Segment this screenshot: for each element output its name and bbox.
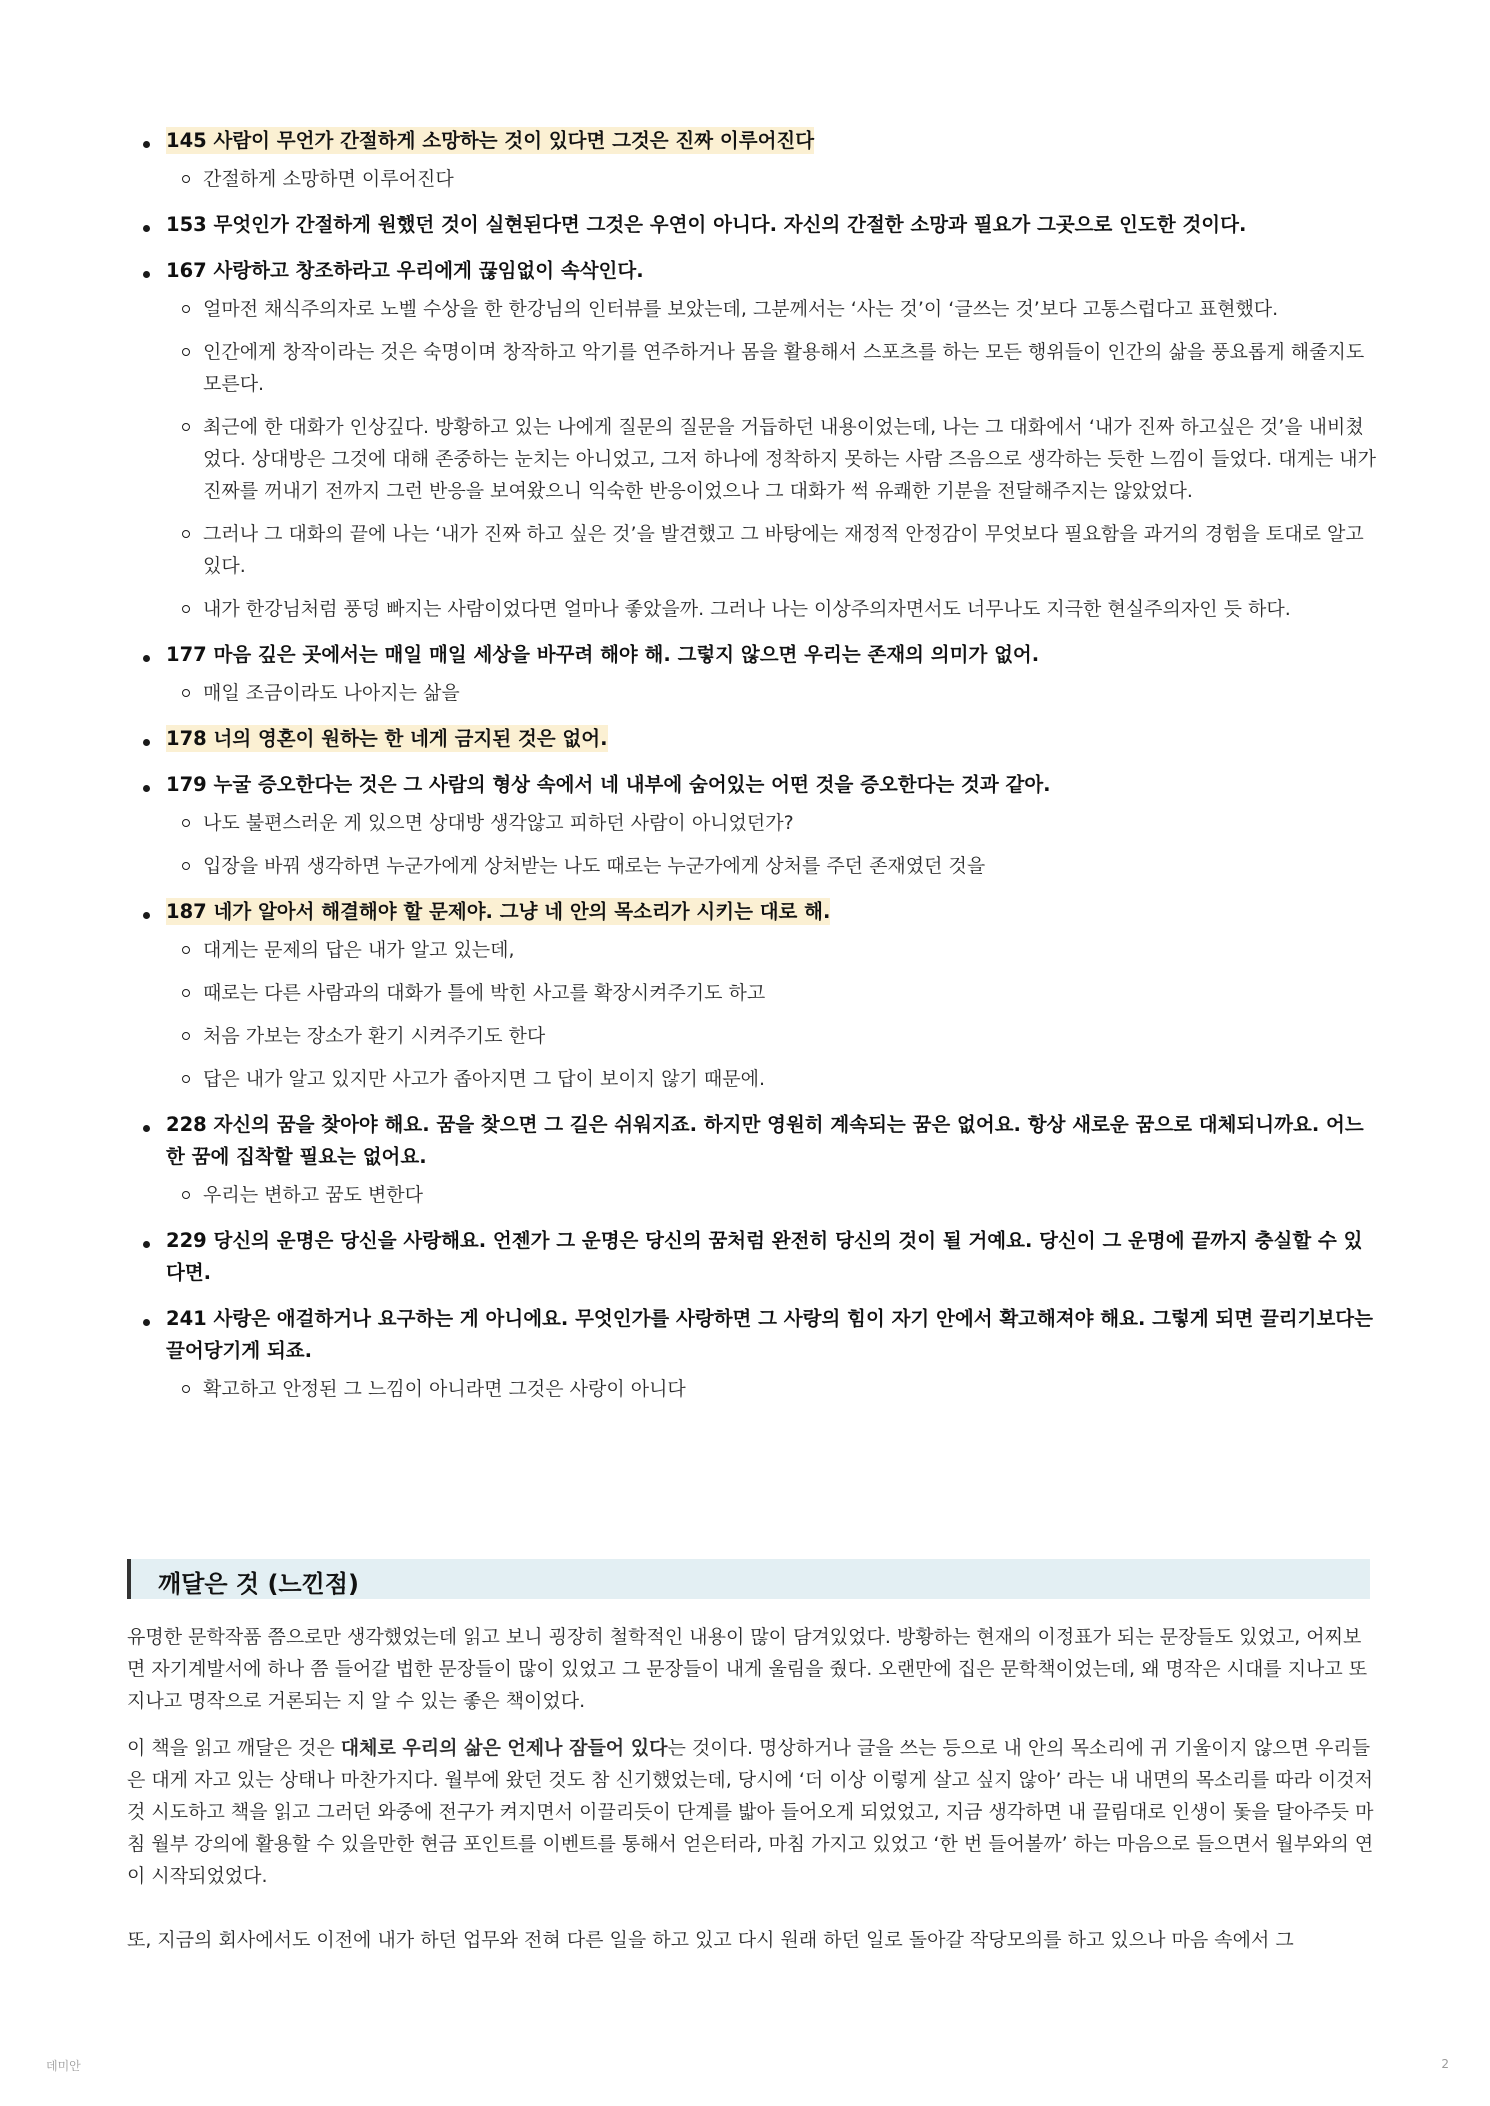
note-text: 얼마전 채식주의자로 노벨 수상을 한 한강님의 인터뷰를 보았는데, 그분께서는 ‘사는 것’이 ‘글쓰는 것’보다 고통스럽다고 표현했다. xyxy=(203,298,1279,320)
note-text: 확고하고 안정된 그 느낌이 아니라면 그것은 사랑이 아니다 xyxy=(203,1378,686,1400)
para2-emphasis: 대체로 우리의 삶은 언제나 잠들어 있다 xyxy=(340,1737,668,1759)
bullet-icon xyxy=(143,271,150,278)
circle-bullet-icon xyxy=(182,1075,190,1083)
note-item xyxy=(203,411,1376,507)
note-item xyxy=(203,977,1376,1009)
note-item xyxy=(203,850,1376,882)
note-text: 나도 불편스러운 게 있으면 상대방 생각않고 피하던 사람이 아니었던가? xyxy=(203,812,794,834)
circle-bullet-icon xyxy=(182,530,190,538)
quote-text xyxy=(166,896,1376,928)
quote-item xyxy=(166,1225,1376,1289)
quote-item xyxy=(166,896,1376,1095)
note-item xyxy=(203,336,1376,400)
note-item xyxy=(203,1373,1376,1405)
bullet-icon xyxy=(143,1241,150,1248)
circle-bullet-icon xyxy=(182,862,190,870)
note-list xyxy=(166,163,1376,195)
quote-text xyxy=(166,209,1376,241)
bullet-icon xyxy=(143,739,150,746)
note-item xyxy=(203,293,1376,325)
quote-text xyxy=(166,125,1376,157)
note-text: 최근에 한 대화가 인상깊다. 방황하고 있는 나에게 질문의 질문을 거듭하던 내용이었는데, 나는 그 대화에서 ‘내가 진짜 하고싶은 것’을 내비쳤었다. 상대방은 그것에 대해 존중하는 눈치는 아니었고, 그저 하나에 정착하지 못하는 사람 즈음으로 생각하는 듯한 느낌이 들었다. 대게는 내가 진짜를 꺼내기 전까지 그런 반응을 보여왔으니 익숙한 반응이었으나 그 대화가 썩 유쾌한 기분을 전달해주지는 않았었다. xyxy=(203,416,1377,502)
note-list xyxy=(166,1179,1376,1211)
note-list xyxy=(166,807,1376,882)
bullet-icon xyxy=(143,1319,150,1326)
note-item xyxy=(203,593,1376,625)
quote-label: 179 누굴 증오한다는 것은 그 사람의 형상 속에서 네 내부에 숨어있는 어떤 것을 증오한다는 것과 같아. xyxy=(166,773,1051,796)
note-item xyxy=(203,807,1376,839)
quote-text xyxy=(166,1225,1376,1289)
note-list xyxy=(166,934,1376,1095)
quote-item xyxy=(166,1303,1376,1405)
note-text: 처음 가보는 장소가 환기 시켜주기도 한다 xyxy=(203,1025,546,1047)
note-item xyxy=(203,1063,1376,1095)
reflection-paragraph-2 xyxy=(127,1732,1375,1892)
para2-rest: 는 것이다. 명상하거나 글을 쓰는 등으로 내 안의 목소리에 귀 기울이지 않으면 우리들은 대게 자고 있는 상태나 마찬가지다. 월부에 왔던 것도 참 신기했었는데, 당시에 ‘더 이상 이렇게 살고 싶지 않아’ 라는 내 내면의 목소리를 따라 이것저것 시도하고 책을 읽고 그러던 와중에 전구가 켜지면서 이끌리듯이 단계를 밟아 들어오게 되었었고, 지금 생각하면 내 끌림대로 인생이 돛을 달아주듯 마침 월부 강의에 활용할 수 있을만한 현금 포인트를 이벤트를 통해서 얻은터라, 마침 가지고 있었고 ‘한 번 들어볼까’ 하는 마음으로 들으면서 월부와의 연이 시작되었었다. xyxy=(127,1737,1374,1887)
reflection-paragraph-3: 또, 지금의 회사에서도 이전에 내가 하던 업무와 전혀 다른 일을 하고 있고 다시 원래 하던 일로 돌아갈 작당모의를 하고 있으나 마음 속에서 그 xyxy=(127,1929,1294,1951)
circle-bullet-icon xyxy=(182,946,190,954)
circle-bullet-icon xyxy=(182,305,190,313)
circle-bullet-icon xyxy=(182,1385,190,1393)
bullet-icon xyxy=(143,141,150,148)
reflection-paragraph-1: 유명한 문학작품 쯤으로만 생각했었는데 읽고 보니 굉장히 철학적인 내용이 많이 담겨있었다. 방황하는 현재의 이정표가 되는 문장들도 있었고, 어찌보면 자기계발서에 하나 쯤 들어갈 법한 문장들이 많이 있었고 그 문장들이 내게 울림을 줬다. 오랜만에 집은 문학책이었는데, 왜 명작은 시대를 지나고 또 지나고 명작으로 거론되는 지 알 수 있는 좋은 책이었다. xyxy=(127,1626,1368,1712)
note-text: 간절하게 소망하면 이루어진다 xyxy=(203,168,454,190)
page-number: 2 xyxy=(1441,2057,1449,2071)
circle-bullet-icon xyxy=(182,423,190,431)
section-title: 깨달은 것 (느낀점) xyxy=(158,1570,359,1598)
circle-bullet-icon xyxy=(182,1191,190,1199)
quote-item xyxy=(166,1109,1376,1211)
circle-bullet-icon xyxy=(182,175,190,183)
quote-list xyxy=(166,125,1376,1419)
circle-bullet-icon xyxy=(182,989,190,997)
circle-bullet-icon xyxy=(182,605,190,613)
note-item xyxy=(203,1020,1376,1052)
note-list xyxy=(166,293,1376,625)
footer-title: 데미안 xyxy=(46,2059,81,2073)
note-item xyxy=(203,518,1376,582)
note-text: 우리는 변하고 꿈도 변한다 xyxy=(203,1184,424,1206)
section-heading xyxy=(127,1559,1370,1599)
note-list xyxy=(166,677,1376,709)
bullet-icon xyxy=(143,912,150,919)
note-text: 그러나 그 대화의 끝에 나는 ‘내가 진짜 하고 싶은 것’을 발견했고 그 바탕에는 재정적 안정감이 무엇보다 필요함을 과거의 경험을 토대로 알고 있다. xyxy=(203,523,1364,577)
highlighted-quote: 145 사람이 무언가 간절하게 소망하는 것이 있다면 그것은 진짜 이루어진다 xyxy=(166,129,815,152)
note-item xyxy=(203,934,1376,966)
highlighted-quote: 187 네가 알아서 해결해야 할 문제야. 그냥 네 안의 목소리가 시키는 대로 해. xyxy=(166,900,831,923)
bullet-icon xyxy=(143,655,150,662)
note-item xyxy=(203,163,1376,195)
quote-text xyxy=(166,639,1376,671)
quote-text xyxy=(166,1109,1376,1173)
circle-bullet-icon xyxy=(182,348,190,356)
quote-item xyxy=(166,125,1376,195)
circle-bullet-icon xyxy=(182,819,190,827)
quote-label: 177 마음 깊은 곳에서는 매일 매일 세상을 바꾸려 해야 해. 그렇지 않으면 우리는 존재의 의미가 없어. xyxy=(166,643,1040,666)
note-text: 대게는 문제의 답은 내가 알고 있는데, xyxy=(203,939,515,961)
quote-item xyxy=(166,723,1376,755)
circle-bullet-icon xyxy=(182,1032,190,1040)
note-text: 답은 내가 알고 있지만 사고가 좁아지면 그 답이 보이지 않기 때문에. xyxy=(203,1068,765,1090)
para2-lead: 이 책을 읽고 깨달은 것은 xyxy=(127,1737,341,1759)
quote-text xyxy=(166,769,1376,801)
note-list xyxy=(166,1373,1376,1405)
quote-label: 229 당신의 운명은 당신을 사랑해요. 언젠가 그 운명은 당신의 꿈처럼 완전히 당신의 것이 될 거예요. 당신이 그 운명에 끝까지 충실할 수 있다면. xyxy=(166,1229,1363,1284)
quote-label: 241 사랑은 애걸하거나 요구하는 게 아니에요. 무엇인가를 사랑하면 그 사랑의 힘이 자기 안에서 확고해져야 해요. 그렇게 되면 끌리기보다는 끌어당기게 되죠. xyxy=(166,1307,1373,1362)
bullet-icon xyxy=(143,1125,150,1132)
quote-label: 228 자신의 꿈을 찾아야 해요. 꿈을 찾으면 그 길은 쉬워지죠. 하지만 영원히 계속되는 꿈은 없어요. 항상 새로운 꿈으로 대체되니까요. 어느 한 꿈에 집착할 필요는 없어요. xyxy=(166,1113,1364,1168)
quote-label: 153 무엇인가 간절하게 원했던 것이 실현된다면 그것은 우연이 아니다. 자신의 간절한 소망과 필요가 그곳으로 인도한 것이다. xyxy=(166,213,1247,236)
quote-item xyxy=(166,769,1376,882)
bullet-icon xyxy=(143,785,150,792)
quote-item xyxy=(166,209,1376,241)
quote-text xyxy=(166,1303,1376,1367)
quote-item xyxy=(166,639,1376,709)
quote-text xyxy=(166,255,1376,287)
note-text: 때로는 다른 사람과의 대화가 틀에 박힌 사고를 확장시켜주기도 하고 xyxy=(203,982,766,1004)
note-text: 인간에게 창작이라는 것은 숙명이며 창작하고 악기를 연주하거나 몸을 활용해서 스포츠를 하는 모든 행위들이 인간의 삶을 풍요롭게 해줄지도 모른다. xyxy=(203,341,1365,395)
note-text: 매일 조금이라도 나아지는 삶을 xyxy=(203,682,460,704)
quote-text xyxy=(166,723,1376,755)
note-item xyxy=(203,1179,1376,1211)
quote-label: 167 사랑하고 창조하라고 우리에게 끊임없이 속삭인다. xyxy=(166,259,644,282)
circle-bullet-icon xyxy=(182,689,190,697)
quote-item xyxy=(166,255,1376,625)
note-text: 내가 한강님처럼 풍덩 빠지는 사람이었다면 얼마나 좋았을까. 그러나 나는 이상주의자면서도 너무나도 지극한 현실주의자인 듯 하다. xyxy=(203,598,1291,620)
highlighted-quote: 178 너의 영혼이 원하는 한 네게 금지된 것은 없어. xyxy=(166,727,608,750)
bullet-icon xyxy=(143,225,150,232)
note-text: 입장을 바꿔 생각하면 누군가에게 상처받는 나도 때로는 누군가에게 상처를 주던 존재였던 것을 xyxy=(203,855,986,877)
note-item xyxy=(203,677,1376,709)
